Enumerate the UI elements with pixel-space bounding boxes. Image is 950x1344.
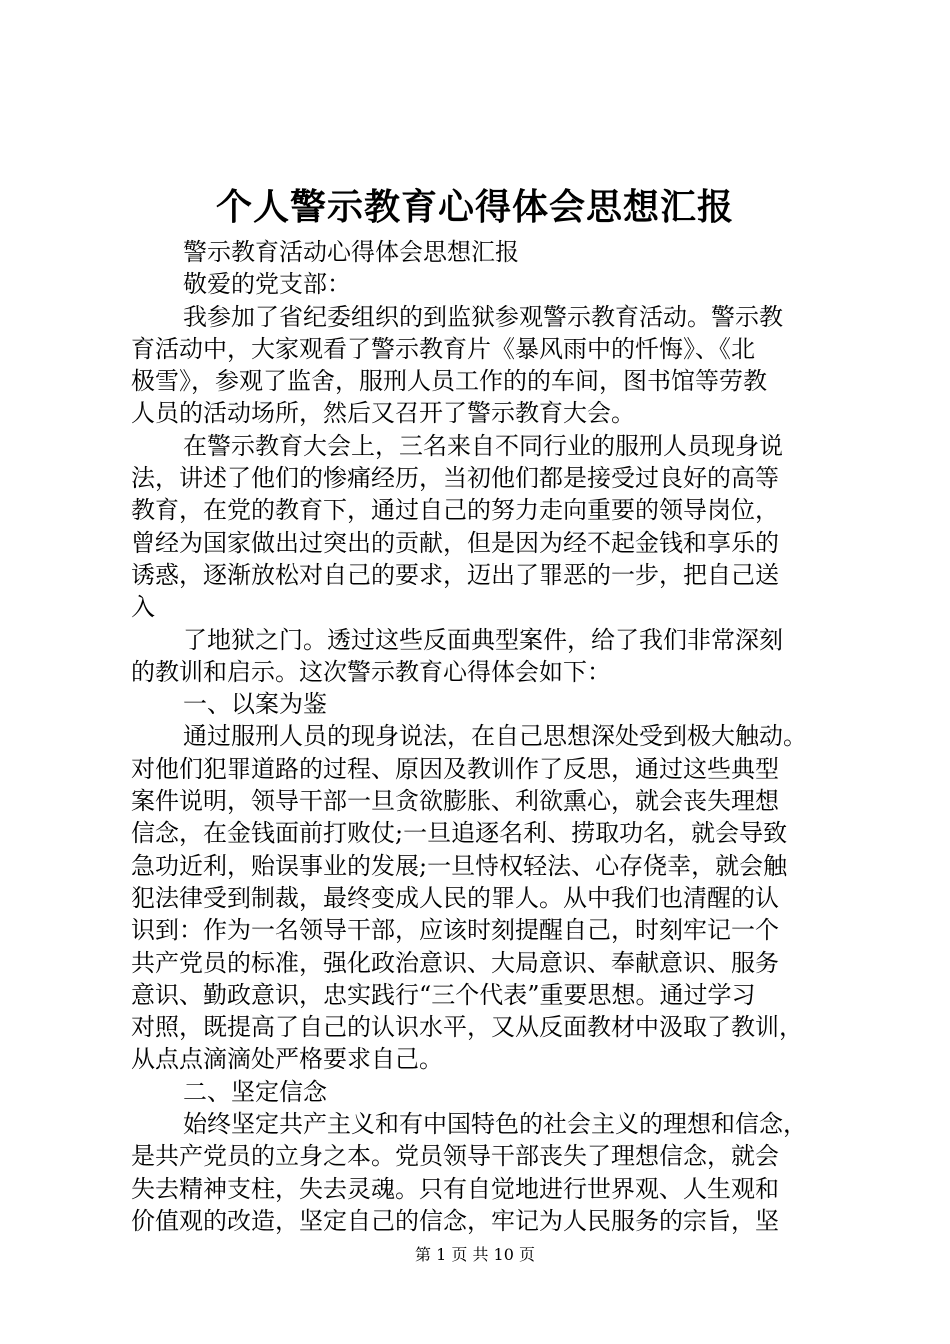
body-line: 价值观的改造，坚定自己的信念，牢记为人民服务的宗旨，坚 [131,1206,779,1235]
body-line: 的教训和启示。这次警示教育心得体会如下： [131,657,611,686]
body-line: 从点点滴滴处严格要求自己。 [131,1045,443,1074]
body-line: 是共产党员的立身之本。党员领导干部丧失了理想信念，就会 [131,1142,779,1171]
body-line: 在警示教育大会上，三名来自不同行业的服刑人员现身说 [183,431,783,460]
body-line: 意识、勤政意识，忠实践行“三个代表”重要思想。通过学习 [131,980,756,1009]
body-line: 敬爱的党支部： [183,270,351,299]
body-line: 法，讲述了他们的惨痛经历，当初他们都是接受过良好的高等 [131,464,779,493]
body-line: 极雪》，参观了监舍，服刑人员工作的的车间，图书馆等劳教 [131,367,767,396]
body-line: 通过服刑人员的现身说法，在自己思想深处受到极大触动。 [183,722,807,751]
body-line: 入 [131,593,155,622]
body-line: 曾经为国家做出过突出的贡献，但是因为经不起金钱和享乐的 [131,528,779,557]
body-line: 教育，在党的教育下，通过自己的努力走向重要的领导岗位， [131,496,779,525]
body-line: 急功近利，贻误事业的发展;一旦恃权轻法、心存侥幸，就会触 [131,851,788,880]
body-line: 一、以案为鉴 [183,690,327,719]
body-line: 我参加了省纪委组织的到监狱参观警示教育活动。警示教 [183,302,783,331]
document-body [131,236,851,1237]
body-line: 信念，在金钱面前打败仗;一旦追逐名利、捞取功名，就会导致 [131,819,788,848]
body-line: 犯法律受到制裁，最终变成人民的罪人。从中我们也清醒的认 [131,883,779,912]
page-footer: 第 1 页 共 10 页 [415,1245,535,1264]
body-line: 育活动中，大家观看了警示教育片《暴风雨中的忏悔》、《北 [131,334,755,363]
body-line: 始终坚定共产主义和有中国特色的社会主义的理想和信念， [183,1110,807,1139]
body-line: 二、坚定信念 [183,1077,327,1106]
body-line: 诱惑，逐渐放松对自己的要求，迈出了罪恶的一步，把自己送 [131,560,779,589]
body-line: 失去精神支柱，失去灵魂。只有自觉地进行世界观、人生观和 [131,1174,779,1203]
body-line: 共产党员的标准，强化政治意识、大局意识、奉献意识、服务 [131,948,779,977]
body-line: 对照，既提高了自己的认识水平，又从反面教材中汲取了教训， [131,1013,803,1042]
body-line: 了地狱之门。透过这些反面典型案件，给了我们非常深刻 [183,625,783,654]
body-line: 对他们犯罪道路的过程、原因及教训作了反思，通过这些典型 [131,754,779,783]
body-line: 识到：作为一名领导干部，应该时刻提醒自己，时刻牢记一个 [131,916,779,945]
document-title: 个人警示教育心得体会思想汇报 [215,186,734,228]
body-line: 警示教育活动心得体会思想汇报 [183,238,519,266]
body-line: 案件说明，领导干部一旦贪欲膨胀、利欲熏心，就会丧失理想 [131,787,779,816]
body-line: 人员的活动场所，然后又召开了警示教育大会。 [131,399,635,428]
